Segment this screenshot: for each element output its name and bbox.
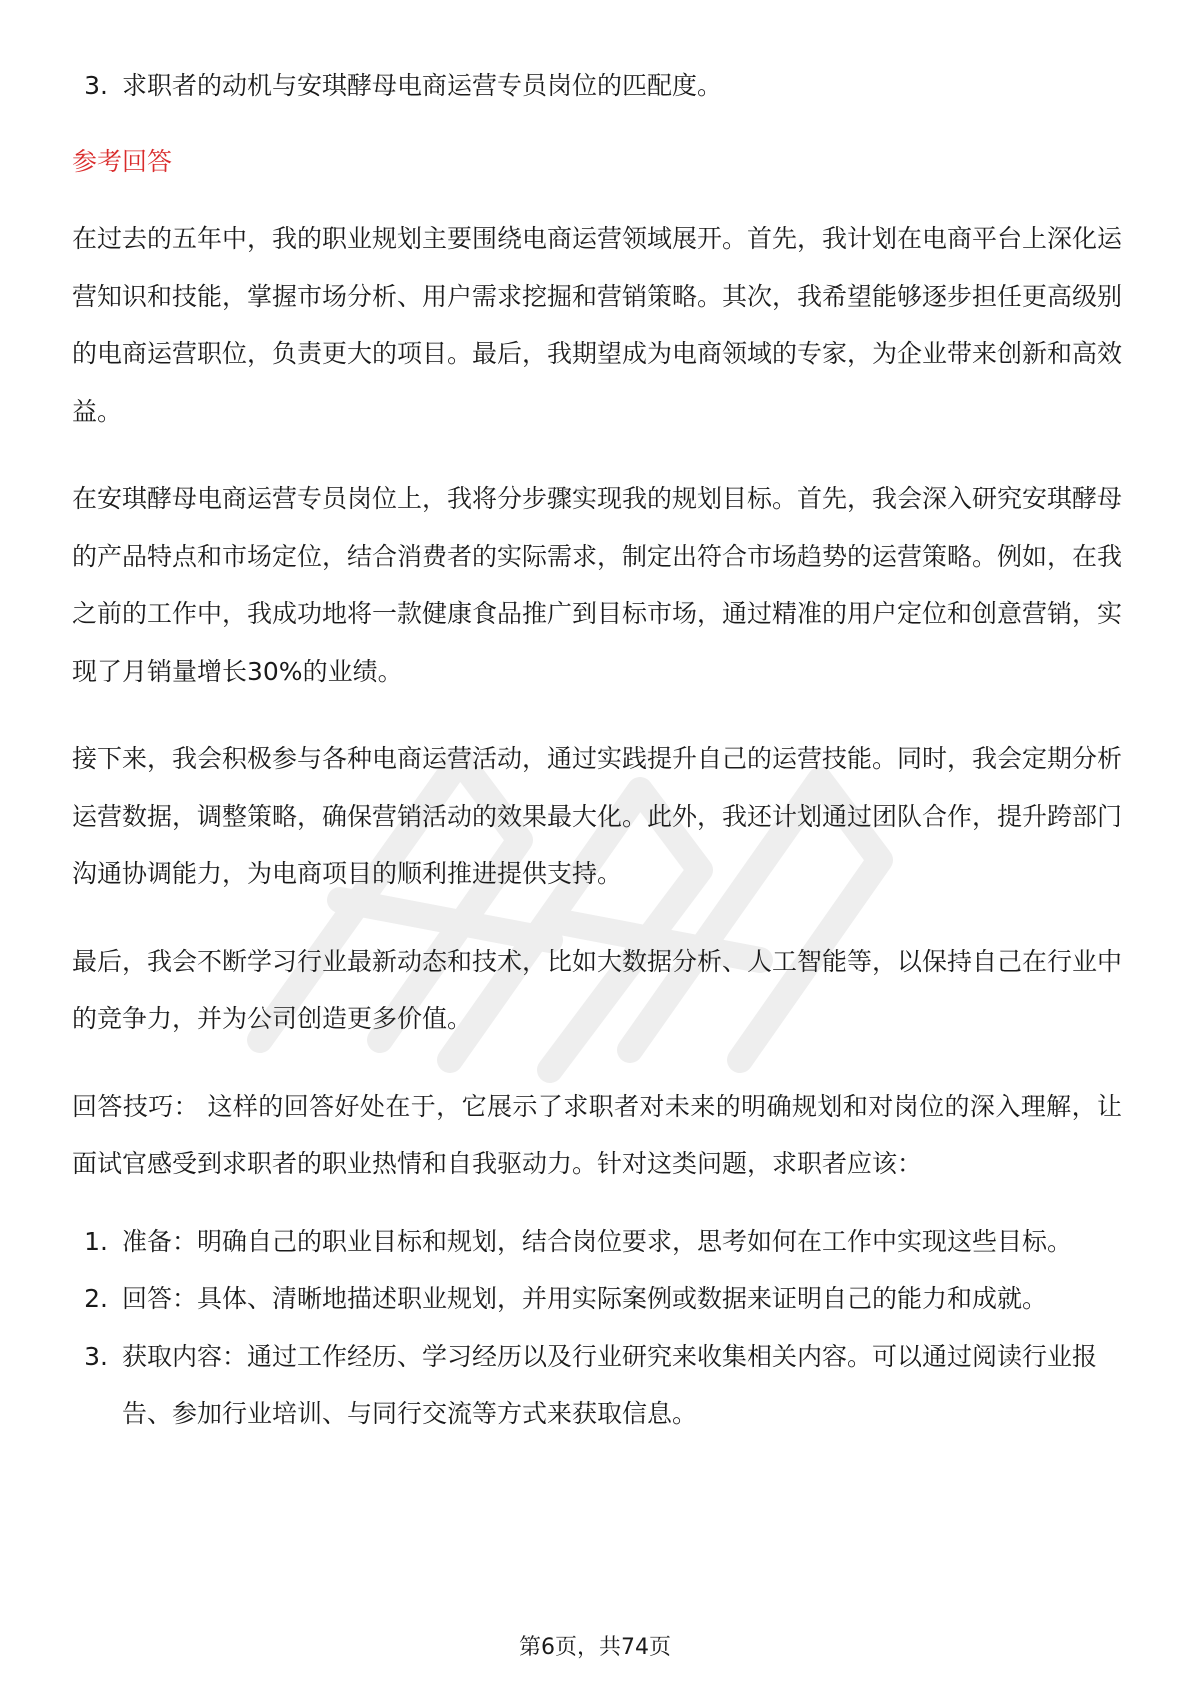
- list-item: [72, 1213, 1122, 1271]
- tips-list: [72, 1213, 1122, 1443]
- list-item: [72, 1270, 1122, 1328]
- paragraph: 接下来，我会积极参与各种电商运营活动，通过实践提升自己的运营技能。同时，我会定期分析运营数据，调整策略，确保营销活动的效果最大化。此外，我还计划通过团队合作，提升跨部门沟通协调能力，为电商项目的顺利推进提供支持。: [72, 744, 1123, 888]
- list-text: 回答：具体、清晰地描述职业规划，并用实际案例或数据来证明自己的能力和成就。: [122, 1284, 1048, 1313]
- list-number: 2.: [84, 1284, 108, 1313]
- list-text: 求职者的动机与安琪酵母电商运营专员岗位的匹配度。: [122, 71, 723, 100]
- list-number: 1.: [84, 1226, 108, 1256]
- section-heading: 参考回答: [72, 147, 173, 176]
- paragraph: 在过去的五年中，我的职业规划主要围绕电商运营领域展开。首先，我计划在电商平台上深化运营知识和技能，掌握市场分析、用户需求挖掘和营销策略。其次，我希望能够逐步担任更高级别的电商运营职位，负责更大的项目。最后，我期望成为电商领域的专家，为企业带来创新和高效益。: [72, 224, 1123, 426]
- list-number: 3.: [84, 1341, 108, 1371]
- list-text: 准备：明确自己的职业目标和规划，结合岗位要求，思考如何在工作中实现这些目标。: [122, 1226, 1073, 1256]
- list-text: 获取内容：通过工作经历、学习经历以及行业研究来收集相关内容。可以通过阅读行业报告、参加行业培训、与同行交流等方式来获取信息。: [122, 1341, 1098, 1428]
- paragraph: 最后，我会不断学习行业最新动态和技术，比如大数据分析、人工智能等，以保持自己在行业中的竞争力，并为公司创造更多价值。: [72, 946, 1123, 1033]
- paragraph: 在安琪酵母电商运营专员岗位上，我将分步骤实现我的规划目标。首先，我会深入研究安琪酵母的产品特点和市场定位，结合消费者的实际需求，制定出符合市场趋势的运营策略。例如，在我之前的工作中，我成功地将一款健康食品推广到目标市场，通过精准的用户定位和创意营销，实现了月销量增长30%的业绩。: [72, 484, 1123, 686]
- page-footer: 第6页，共74页: [519, 1635, 671, 1660]
- list-item: [72, 58, 1122, 114]
- list-number: 3.: [84, 71, 108, 100]
- list-item: [72, 1328, 1122, 1443]
- document-content: [72, 58, 1122, 1443]
- paragraph-tips: 回答技巧： 这样的回答好处在于，它展示了求职者对未来的明确规划和对岗位的深入理解，让面试官感受到求职者的职业热情和自我驱动力。针对这类问题，求职者应该：: [72, 1091, 1122, 1178]
